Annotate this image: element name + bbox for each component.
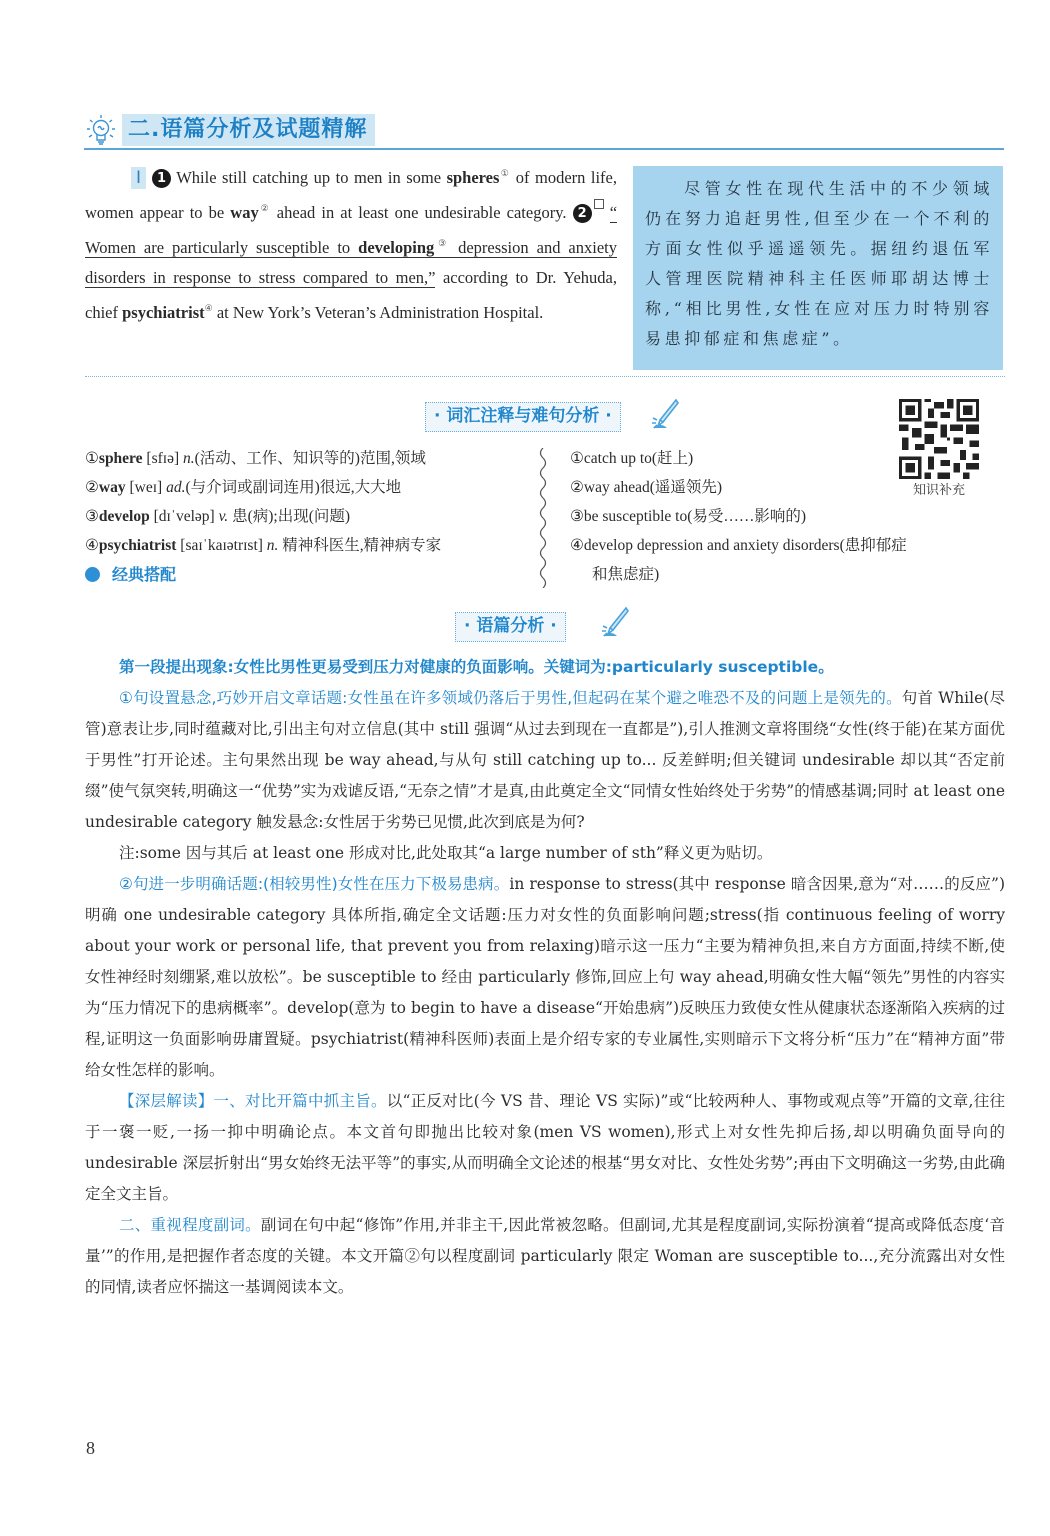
- collocation-item: ①catch up to(赶上): [570, 450, 694, 467]
- page-number: 8: [86, 1438, 95, 1458]
- vocab-item: ③develop [dɪˈveləp] v. 患(病);出现(问题): [85, 508, 351, 525]
- qr-code-icon[interactable]: [899, 399, 979, 479]
- classic-collocations-heading: 经典搭配: [85, 562, 176, 585]
- paragraph-roman-numeral: Ⅰ: [131, 167, 146, 189]
- underlined-sentence: “ Women are particularly susceptible to developing③ depression and anxiety disorders in response to stress compared to men,”: [85, 203, 618, 287]
- analysis-section-label: · 语篇分析 ·: [455, 612, 566, 642]
- sentence-number-2: 2: [573, 204, 592, 223]
- difficult-sentence-mark-icon: [594, 199, 604, 209]
- collocation-item: ③be susceptible to(易受……影响的): [570, 508, 807, 525]
- section-header: [84, 112, 1004, 150]
- section-title: 二.语篇分析及试题精解: [122, 114, 375, 146]
- vocab-list: [85, 444, 530, 560]
- vocab-word: way: [230, 203, 259, 222]
- wavy-divider: [536, 448, 550, 588]
- vocab-word: psychiatrist: [122, 303, 205, 322]
- analysis-summary: 第一段提出现象:女性比男性更易受到压力对健康的负面影响。关键词为:particularly susceptible。: [119, 658, 834, 676]
- deep-reading-1: 【深层解读】一、对比开篇中抓主旨。以“正反对比(今 VS 昔、理论 VS 实际)”或“比较两种人、事物或观点等”开篇的文章,往往于一褒一贬,一扬一抑中明确论点。本文首句即抛出比较对象(men VS women),形式上对女性先抑后扬,却以明确负面导向的 undesirable 深层折射出“男女始终无法平等”的事实,从而明确全文论述的根基“男女对比、女性处劣势”;再由下文明确这一劣势,由此确定全文主旨。: [85, 1092, 1005, 1203]
- divider: [85, 376, 1005, 377]
- bullet-dot-icon: [85, 567, 100, 582]
- vocab-section-label: · 词汇注释与难句分析 ·: [425, 402, 621, 432]
- collocation-item-continued: 和焦虑症): [592, 566, 660, 583]
- lightbulb-icon: [84, 112, 118, 148]
- vocab-item: ④psychiatrist [saɪˈkaɪətrɪst] n. 精神科医生,精神病专家: [85, 537, 442, 554]
- collocation-item: ②way ahead(遥遥领先): [570, 479, 723, 496]
- vocab-word: spheres: [446, 168, 500, 187]
- analysis-sentence-1: ①句设置悬念,巧妙开启文章话题:女性虽在许多领域仍落后于男性,但起码在某个避之唯恐不及的问题上是领先的。句首 While(尽管)意表让步,同时蕴藏对比,引出主句对立信息(其中 still 强调“从过去到现在一直都是”),引人推测文章将围绕“女性(终于能)在某方面优于男性”打开论述。主句果然出现 be way ahead,与从句 still catching up to... 反差鲜明;但关键词 undesirable 却以其“否定前缀”使气氛突转,明确这一“优势”实为戏谑反语,“无奈之情”才是真,由此奠定全文“同情女性始终处于劣势”的情感基调;同时 at least one undesirable category 触发悬念:女性居于劣势已见惯,此次到底是为何?: [85, 689, 1005, 831]
- analysis-sentence-2: ②句进一步明确话题:(相较男性)女性在压力下极易患病。in response to stress(其中 response 暗含因果,意为“对……的反应”)明确 one undesirable category 具体所指,确定全文话题:压力对女性的负面影响问题;stress(指 continuous feeling of worry about your work or personal life, that prevent you from relaxing)暗示这一压力“主要为精神负担,来自方方面面,持续不断,使女性神经时刻绷紧,难以放松”。be susceptible to 经由 particularly 修饰,回应上句 way ahead,明确女性大幅“领先”男性的内容实为“压力情况下的患病概率”。develop(意为 to begin to have a disease“开始患病”)反映压力致使女性从健康状态逐渐陷入疾病的过程,证明这一负面影响毋庸置疑。psychiatrist(精神科医师)表面上是介绍专家的专业属性,实则暗示下文将分析“压力”在“精神方面”带给女性怎样的影响。: [85, 875, 1005, 1079]
- english-passage: Ⅰ 1 While still catching up to men in some spheres① of modern life, women appear to be way② ahead in at least one undesirable category. 2 “ Women are particularly susceptible to developing③ depression and anxiety disorders in response to stress compared to men,” according to Dr. Yehuda, chief psychiatrist④ at New York’s Veteran’s Administration Hospital.: [85, 168, 618, 322]
- pen-icon: [600, 606, 630, 638]
- sentence-number-1: 1: [152, 169, 171, 188]
- deep-reading-2: 二、重视程度副词。副词在句中起“修饰”作用,并非主干,因此常被忽略。但副词,尤其是程度副词,实际扮演着“提高或降低态度‘音量’”的作用,是把握作者态度的关键。本文开篇②句以程度副词 particularly 限定 Woman are susceptible to...,充分流露出对女性的同情,读者应怀揣这一基调阅读本文。: [85, 1216, 1005, 1296]
- translation-box: 尽管女性在现代生活中的不少领域仍在努力追赶男性,但至少在一个不利的方面女性似乎遥遥领先。据纽约退伍军人管理医院精神科主任医师耶胡达博士称,“相比男性,女性在应对压力时特别容易患抑郁症和焦虑症”。: [633, 166, 1003, 370]
- analysis-note: 注:some 因与其后 at least one 形成对比,此处取其“a large number of sth”释义更为贴切。: [119, 844, 773, 862]
- vocab-item: ①sphere [sfɪə] n.(活动、工作、知识等的)范围,领域: [85, 450, 426, 467]
- pen-icon: [650, 398, 680, 430]
- vocab-item: ②way [weɪ] ad.(与介词或副词连用)很远,大大地: [85, 479, 402, 496]
- qr-code-label: 知识补充: [912, 483, 965, 498]
- discourse-analysis: [85, 652, 1005, 1303]
- collocation-item: ④develop depression and anxiety disorders(患抑郁症: [570, 537, 907, 554]
